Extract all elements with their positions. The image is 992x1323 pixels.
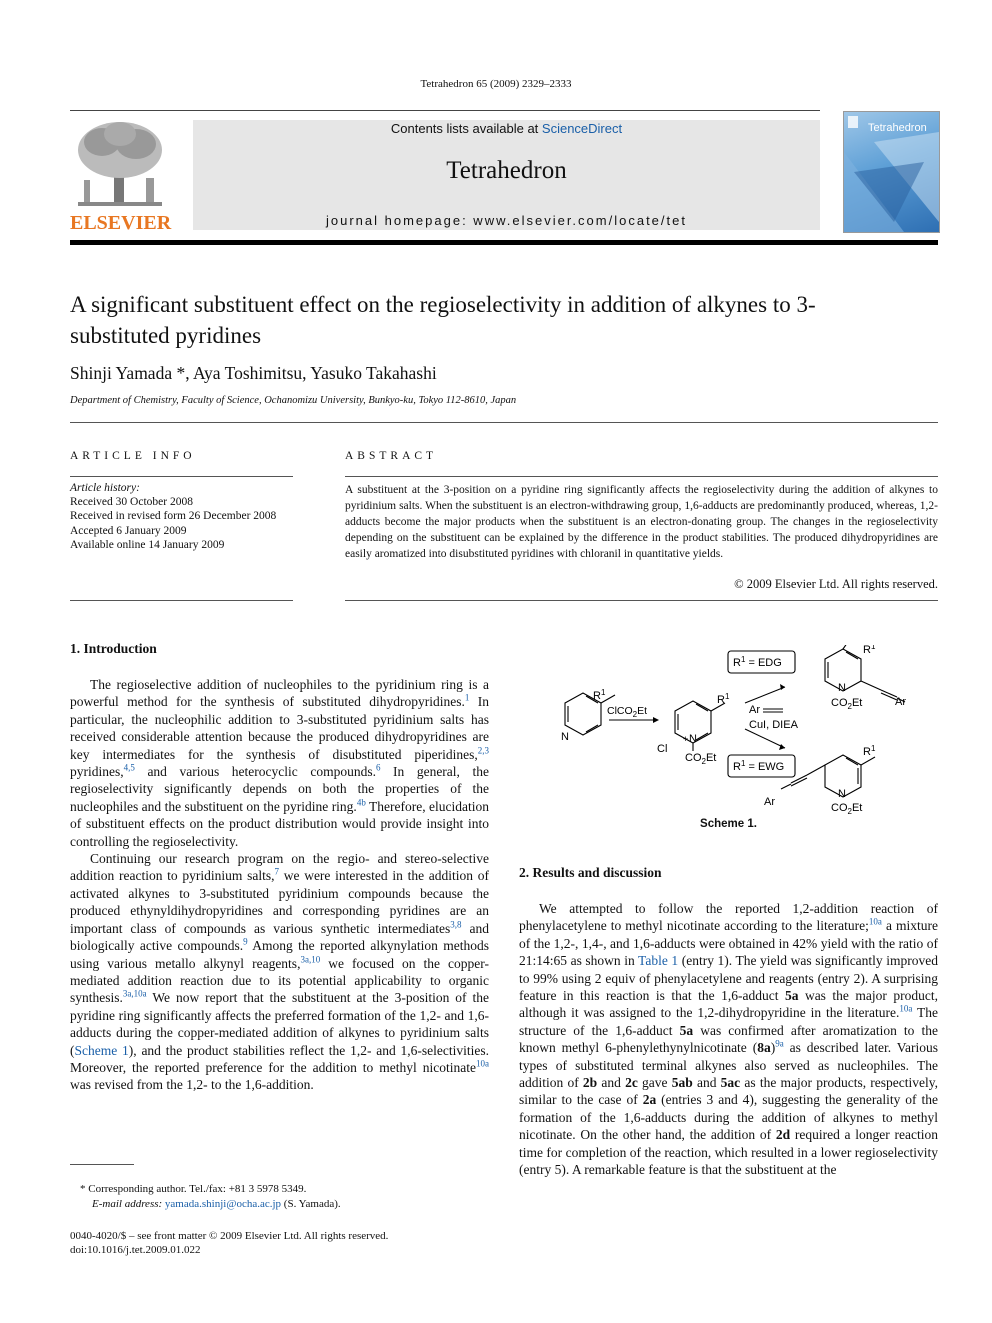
scheme-1	[545, 645, 940, 815]
compound-label: 5a	[784, 988, 799, 1004]
affiliation: Department of Chemistry, Faculty of Science, Ochanomizu University, Bunkyo-ku, Tokyo 112-8610, Japan	[70, 395, 517, 406]
cross-reference-link[interactable]: Scheme 1	[74, 1042, 129, 1058]
text-run: as the major products, respectively, similar to the case of	[519, 1075, 938, 1108]
text-run: we were interested in the addition of activated alkynes to 3-substituted pyridinium compounds because the produced ethynyldihydropyridines and corresponding pyridines are an important class of compounds as various synthetic intermediates	[70, 868, 490, 936]
citation-link[interactable]: 6	[375, 762, 381, 773]
citation-link[interactable]: 4b	[356, 797, 366, 808]
history-received: Received 30 October 2008	[70, 496, 193, 509]
scheme-box-ewg: $R^1$ = EWG	[733, 759, 785, 773]
author-email-link[interactable]: yamada.shinji@ocha.ac.jp	[164, 1198, 282, 1210]
abstract-bottom-rule	[345, 600, 938, 601]
citation-link[interactable]: 9a	[775, 1038, 784, 1049]
article-info-bottom-rule	[70, 600, 293, 601]
doi-line[interactable]: doi:10.1016/j.tet.2009.01.022	[70, 1244, 201, 1256]
abstract-copyright: © 2009 Elsevier Ltd. All rights reserved.	[734, 577, 938, 591]
results-heading: 2. Results and discussion	[519, 865, 662, 880]
text-run: and	[597, 1075, 626, 1091]
compound-label: 5a	[679, 1022, 694, 1038]
text-run: required a longer reaction time for completion of the reaction, which resulted in a lower regioselectivity (entry 5). A remarkable feature is that the substituent at the	[519, 1127, 938, 1178]
scheme-n-prod16: N	[838, 788, 846, 800]
history-revised: Received in revised form 26 December 2008	[70, 510, 277, 523]
scheme-n-prod12: N	[838, 682, 846, 694]
compound-label: 2b	[582, 1075, 598, 1091]
citation-link[interactable]: 3a,10	[300, 954, 321, 964]
article-title: A significant substituent effect on the regioselectivity in addition of alkynes to 3-substituted pyridines	[70, 292, 816, 348]
journal-title: Tetrahedron	[446, 157, 567, 184]
scheme-co2et-int: $CO_2Et$	[685, 752, 717, 766]
intro-paragraph-2	[70, 850, 489, 1094]
text-run: The regioselective addition of nucleophiles to the pyridinium ring is a powerful method for the synthesis of substituted dihydropyridines.	[70, 677, 489, 710]
compound-label: 5ac	[720, 1075, 741, 1091]
text-run: In general, the regioselectivity significantly depends on both the properties of the nucleophiles and the substituent on the pyridine ring.	[70, 764, 489, 814]
text-run: we focused on the copper-mediated addition reaction due to its potential applicability to organic synthesis.	[70, 955, 490, 1006]
scheme-plus: +	[683, 734, 689, 744]
text-run: (entries 3 and 4), suggesting the generality of the formation of the 1,6-adducts during the addition of alkynes to methyl nicotinate. On the other hand, the addition of	[519, 1092, 938, 1143]
cross-reference-link[interactable]: Table 1	[638, 953, 679, 969]
scheme-n-plus: N	[689, 733, 697, 745]
citation-link[interactable]: 9	[243, 936, 248, 947]
citation-link[interactable]: 1	[464, 692, 470, 703]
text-run: Therefore, elucidation of substituent effects on the product distribution would provide insight into controlling the regioselectivity.	[70, 798, 489, 849]
text-run: Continuing our research program on the regio- and stereo-selective addition reaction to pyridinium salts,	[70, 851, 489, 884]
cover-title: Tetrahedron	[868, 122, 927, 134]
bottom-meta	[70, 1229, 500, 1257]
header-top-rule	[70, 110, 820, 111]
email-line: E-mail address: yamada.shinji@ocha.ac.jp (S. Yamada).	[92, 1198, 341, 1210]
footnote-rule	[70, 1164, 134, 1165]
authors: Shinji Yamada *, Aya Toshimitsu, Yasuko Takahashi	[70, 363, 437, 383]
scheme-r1-int: $R^1$	[717, 692, 730, 706]
abstract-rule	[345, 476, 938, 477]
text-run: The structure of the 1,6-adduct	[519, 1005, 938, 1038]
history-accepted: Accepted 6 January 2009	[70, 524, 187, 537]
contents-line: Contents lists available at ScienceDirect	[390, 121, 623, 136]
text-run: and	[692, 1075, 721, 1091]
scheme-r1-prod12: $R^1$	[863, 645, 876, 656]
scheme-ar-prod12: Ar	[895, 696, 906, 708]
scheme-r1-prod16: $R^1$	[863, 744, 876, 758]
header-bottom-rule	[70, 240, 938, 245]
citation-link[interactable]: 7	[274, 866, 279, 877]
text-run: In particular, the nucleophilic addition to 3-substituted pyridinium salts has received considerable attention because the produced dihydropyridines are key intermediates for the synthesis of disubstituted piperidines,	[70, 694, 490, 762]
abstract-text: A substituent at the 3-position on a pyridine ring significantly affects the regioselectivity during the addition of alkynes to pyridinium salts. When the substituent is an electron-withdrawing group, 1,6-adducts are predominantly produced, whereas, 1,2-adducts become the major products when the substituent is an electron-donating group. The changes in the regioselectivity depending on the substituent can be explained by the difference in the product stabilities. The produced dihydropyridines are easily aromatized into disubstituted pyridines with chloranil in quantitative yields.	[345, 484, 938, 560]
issn-line: 0040-4020/$ – see front matter © 2009 Elsevier Ltd. All rights reserved.	[70, 1230, 389, 1242]
scheme-cl: Cl	[657, 743, 668, 755]
elsevier-logo	[70, 118, 172, 234]
text-run: We now report that the substituent at the 3-position of the pyridine ring significantly affects the preferred formation of the 1,2- and 1,6-adducts during the copper-mediated addition of alkynes to pyridinium salts (	[70, 990, 489, 1058]
text-run: and various heterocyclic compounds.	[134, 764, 376, 780]
scheme-ar-prod16: Ar	[764, 796, 775, 808]
corresponding-author: * Corresponding author. Tel./fax: +81 3 5978 5349.	[80, 1183, 307, 1195]
text-run: (entry 1). The yield was significantly improved to 99% using 2 equiv of phenylacetylene and reagents (entry 2). A surprising feature in this reaction is that the 1,6-adduct	[519, 953, 938, 1004]
citation-link[interactable]: 10a	[899, 1003, 913, 1014]
sciencedirect-link[interactable]: ScienceDirect	[541, 121, 623, 136]
text-run: was confirmed after aromatization to the known methyl 6-phenylethynylnicotinate (	[519, 1022, 938, 1056]
intro-paragraph-1	[70, 676, 489, 850]
scheme-r1-start: $R^1$	[593, 688, 606, 702]
citation-link[interactable]: 3a,10a	[122, 988, 147, 999]
results-body	[519, 900, 938, 1179]
footnotes	[80, 1182, 500, 1212]
front-matter-rule	[70, 422, 938, 423]
compound-label: 2c	[625, 1075, 638, 1091]
results-paragraph-1	[519, 900, 938, 1179]
journal-homepage[interactable]: journal homepage: www.elsevier.com/locate/tet	[326, 213, 687, 228]
publisher-wordmark: ELSEVIER	[70, 212, 172, 234]
text-run: a mixture of the 1,2-, 1,4-, and 1,6-adducts were obtained in 42% yield with the ratio of 21:14:65 as shown in	[519, 918, 938, 969]
article-history	[70, 481, 295, 552]
scheme-reagent-chloroformate: ClCO$_2$Et	[607, 705, 648, 719]
text-run: was revised from the 1,2- to the 1,6-addition.	[70, 1077, 314, 1093]
compound-label: 5ab	[671, 1075, 693, 1091]
intro-body	[70, 676, 489, 1094]
text-run: We attempted to follow the reported 1,2-addition reaction of phenylacetylene to methyl nicotinate according to the literature;	[519, 901, 938, 934]
text-run: was the major product, although it was assigned to the 1,2-dihydropyridine in the literature.	[519, 988, 938, 1021]
article-info-rule	[70, 476, 293, 477]
text-run: pyridines,	[70, 764, 124, 780]
reaction-scheme-diagram	[545, 645, 940, 815]
text-run: )	[770, 1040, 776, 1056]
intro-heading: 1. Introduction	[70, 641, 157, 656]
text-run: gave	[637, 1075, 672, 1091]
compound-label: 2d	[775, 1127, 791, 1143]
citation-link[interactable]: 3,8	[450, 919, 462, 930]
scheme-box-edg: $R^1$ = EDG	[733, 655, 782, 669]
article-info-heading: ARTICLE INFO	[70, 450, 196, 462]
running-header: Tetrahedron 65 (2009) 2329–2333	[420, 78, 572, 90]
scheme-co2et-prod12: $CO_2Et$	[831, 697, 863, 711]
journal-cover	[843, 111, 940, 233]
text-run: and biologically active compounds.	[70, 920, 489, 954]
scheme-caption: Scheme 1.	[700, 818, 757, 830]
abstract-heading: ABSTRACT	[345, 450, 438, 462]
scheme-n-label: N	[561, 731, 569, 743]
compound-label: 2a	[642, 1092, 657, 1108]
citation-link[interactable]: 10a	[476, 1058, 489, 1069]
tree-icon	[70, 118, 170, 210]
scheme-reagent-cui: CuI, DIEA	[749, 719, 798, 731]
scheme-co2et-prod16: $CO_2Et$	[831, 802, 863, 815]
citation-link[interactable]: 2,3	[477, 745, 489, 756]
citation-link[interactable]: 4,5	[123, 762, 135, 773]
text-run: ), and the product stabilities reflect the 1,2- and 1,6-selectivities. Moreover, the reported preference for the addition to methyl nicotinate	[70, 1042, 489, 1075]
compound-label: 8a	[757, 1040, 771, 1056]
history-label: Article history:	[70, 482, 140, 494]
text-run: as described later. Various types of substituted terminal alkynes also served as nucleophiles. The addition of	[519, 1040, 938, 1091]
citation-link[interactable]: 10a	[868, 916, 882, 927]
text-run: Among the reported alkynylation methods using various metallo alkynyl reagents,	[70, 938, 489, 971]
scheme-reagent-ar: Ar	[749, 704, 760, 716]
history-online: Available online 14 January 2009	[70, 538, 225, 551]
